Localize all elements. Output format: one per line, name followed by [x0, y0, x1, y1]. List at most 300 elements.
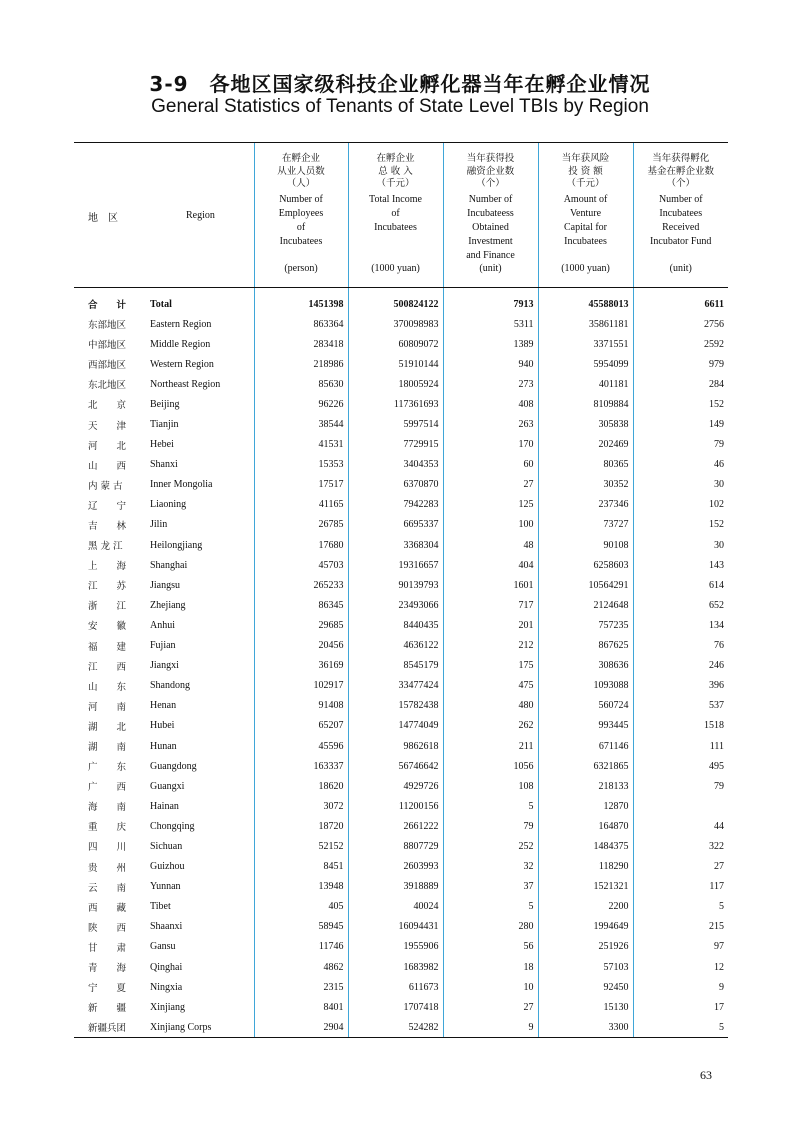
total-income-cell: 370098983: [348, 314, 443, 334]
employees-cell: 86345: [254, 595, 348, 615]
region-name-english: Zhejiang: [150, 599, 186, 611]
total-income-cell: 2661222: [348, 816, 443, 836]
page-title-english: General Statistics of Tenants of State Level TBIs by Region: [151, 96, 649, 117]
region-name-english: Western Region: [150, 358, 214, 370]
region-name-english: Beijing: [150, 398, 180, 410]
total-income-cell: 60809072: [348, 334, 443, 354]
employees-cell: 20456: [254, 636, 348, 656]
venture-capital-cell: 92450: [538, 977, 633, 997]
employees-cell: 2315: [254, 977, 348, 997]
region-name-chinese: 四 川: [88, 842, 127, 854]
region-name-english: Inner Mongolia: [150, 479, 213, 491]
venture-capital-cell: 5954099: [538, 354, 633, 374]
total-income-cell: 500824122: [348, 288, 443, 315]
employees-cell: 3072: [254, 796, 348, 816]
table-row: [74, 877, 728, 897]
employees-cell: 863364: [254, 314, 348, 334]
region-name-english: Anhui: [150, 619, 175, 631]
employees-cell: 96226: [254, 394, 348, 414]
statistics-table-container: [74, 142, 728, 1038]
region-name-chinese: 新疆兵团: [74, 1017, 146, 1038]
region-name-english: Xinjiang Corps: [146, 1017, 254, 1038]
region-name-english: Hunan: [150, 740, 177, 752]
venture-capital-cell: 2124648: [538, 595, 633, 615]
region-name-chinese: 重 庆: [88, 822, 127, 834]
incubator-fund-cell: 111: [633, 736, 728, 756]
investment-count-cell: 108: [443, 776, 538, 796]
table-row: [74, 575, 728, 595]
table-row: [74, 555, 728, 575]
region-name-english: Sichuan: [150, 840, 183, 852]
region-name-chinese: 安 徽: [88, 621, 127, 633]
incubator-fund-cell: 102: [633, 495, 728, 515]
incubator-fund-cell: 79: [633, 776, 728, 796]
venture-capital-cell: 1994649: [538, 917, 633, 937]
venture-capital-cell: 237346: [538, 495, 633, 515]
incubator-fund-cell: 76: [633, 636, 728, 656]
venture-capital-cell: 560724: [538, 696, 633, 716]
investment-count-cell: 252: [443, 836, 538, 856]
header-incubator-fund: [633, 143, 728, 288]
incubator-fund-cell: 17: [633, 997, 728, 1017]
total-income-cell: 8807729: [348, 836, 443, 856]
total-income-cell: 15782438: [348, 696, 443, 716]
investment-count-cell: 201: [443, 615, 538, 635]
investment-count-cell: 262: [443, 716, 538, 736]
employees-cell: 17517: [254, 475, 348, 495]
table-row: [74, 314, 728, 334]
total-income-cell: 90139793: [348, 575, 443, 595]
incubator-fund-cell: 979: [633, 354, 728, 374]
header-en-label: Number of Employees of Incubatees: [278, 194, 324, 247]
venture-capital-cell: 202469: [538, 435, 633, 455]
header-unit: (unit): [669, 263, 692, 274]
region-name-chinese: 海 南: [88, 802, 127, 814]
employees-cell: 163337: [254, 756, 348, 776]
incubator-fund-cell: 322: [633, 836, 728, 856]
header-cn-label: 当年获风险 投 资 额 （千元）: [561, 153, 610, 189]
table-row: [74, 676, 728, 696]
table-row: [74, 595, 728, 615]
total-income-cell: 524282: [348, 1017, 443, 1038]
total-income-cell: 7729915: [348, 435, 443, 455]
venture-capital-cell: 80365: [538, 455, 633, 475]
incubator-fund-cell: 12: [633, 957, 728, 977]
table-row: [74, 535, 728, 555]
header-en-label: Number of Incubateess Obtained Investment and Finance: [466, 194, 515, 261]
table-row: [74, 977, 728, 997]
table-row: [74, 897, 728, 917]
incubator-fund-cell: 46: [633, 455, 728, 475]
total-income-cell: 8440435: [348, 615, 443, 635]
region-name-chinese: 东部地区: [88, 320, 127, 332]
region-name-english: Middle Region: [150, 338, 211, 350]
region-name-english: Hainan: [150, 800, 179, 812]
employees-cell: 8401: [254, 997, 348, 1017]
venture-capital-cell: 1521321: [538, 877, 633, 897]
table-row: [74, 354, 728, 374]
incubator-fund-cell: 396: [633, 676, 728, 696]
employees-cell: 26785: [254, 515, 348, 535]
table-row: [74, 957, 728, 977]
total-income-cell: 40024: [348, 897, 443, 917]
venture-capital-cell: 35861181: [538, 314, 633, 334]
region-name-english: Jiangsu: [150, 579, 180, 591]
incubator-fund-cell: 246: [633, 656, 728, 676]
region-name-chinese: 广 西: [88, 782, 127, 794]
incubator-fund-cell: 2756: [633, 314, 728, 334]
region-name-english: Tibet: [150, 901, 171, 913]
venture-capital-cell: 73727: [538, 515, 633, 535]
total-income-cell: 56746642: [348, 756, 443, 776]
region-name-chinese: 天 津: [88, 420, 127, 432]
table-row: [74, 394, 728, 414]
investment-count-cell: 32: [443, 857, 538, 877]
region-name-chinese: 湖 南: [88, 742, 127, 754]
total-income-cell: 8545179: [348, 656, 443, 676]
incubator-fund-cell: 652: [633, 595, 728, 615]
venture-capital-cell: 1093088: [538, 676, 633, 696]
table-row: [74, 857, 728, 877]
incubator-fund-cell: [633, 796, 728, 816]
investment-count-cell: 1056: [443, 756, 538, 776]
investment-count-cell: 475: [443, 676, 538, 696]
investment-count-cell: 5: [443, 796, 538, 816]
total-income-cell: 51910144: [348, 354, 443, 374]
table-row: [74, 515, 728, 535]
employees-cell: 283418: [254, 334, 348, 354]
investment-count-cell: 125: [443, 495, 538, 515]
venture-capital-cell: 671146: [538, 736, 633, 756]
table-row: [74, 937, 728, 957]
region-name-english: Heilongjiang: [150, 539, 203, 551]
region-name-chinese: 江 西: [88, 661, 127, 673]
header-cn-label: 当年获得孵化 基金在孵企业数 （个）: [647, 153, 714, 189]
investment-count-cell: 480: [443, 696, 538, 716]
region-name-english: Ningxia: [150, 981, 183, 993]
incubator-fund-cell: 215: [633, 917, 728, 937]
total-income-cell: 11200156: [348, 796, 443, 816]
table-row: [74, 736, 728, 756]
total-income-cell: 23493066: [348, 595, 443, 615]
incubator-fund-cell: 79: [633, 435, 728, 455]
region-name-chinese: 上 海: [88, 561, 127, 573]
employees-cell: 18720: [254, 816, 348, 836]
investment-count-cell: 175: [443, 656, 538, 676]
venture-capital-cell: 867625: [538, 636, 633, 656]
table-row: [74, 997, 728, 1017]
region-name-english: Chongqing: [150, 820, 195, 832]
investment-count-cell: 27: [443, 997, 538, 1017]
venture-capital-cell: 12870: [538, 796, 633, 816]
employees-cell: 65207: [254, 716, 348, 736]
venture-capital-cell: 8109884: [538, 394, 633, 414]
employees-cell: 52152: [254, 836, 348, 856]
employees-cell: 17680: [254, 535, 348, 555]
employees-cell: 45596: [254, 736, 348, 756]
venture-capital-cell: 308636: [538, 656, 633, 676]
region-name-english: Hubei: [150, 720, 175, 732]
investment-count-cell: 940: [443, 354, 538, 374]
incubator-fund-cell: 27: [633, 857, 728, 877]
header-en-label: Number of Incubatees Received Incubator Fund: [650, 194, 712, 247]
total-income-cell: 3368304: [348, 535, 443, 555]
total-income-cell: 14774049: [348, 716, 443, 736]
incubator-fund-cell: 284: [633, 374, 728, 394]
region-name-english: Gansu: [150, 941, 176, 953]
region-name-chinese: 黑 龙 江: [88, 541, 123, 553]
header-unit: (unit): [479, 263, 502, 274]
venture-capital-cell: 6258603: [538, 555, 633, 575]
region-name-chinese: 福 建: [88, 641, 127, 653]
total-income-cell: 2603993: [348, 857, 443, 877]
table-row: [74, 656, 728, 676]
employees-cell: 13948: [254, 877, 348, 897]
total-income-cell: 1683982: [348, 957, 443, 977]
region-name-chinese: 西 藏: [88, 902, 127, 914]
investment-count-cell: 212: [443, 636, 538, 656]
header-region-cell: [74, 143, 254, 288]
table-row: [74, 756, 728, 776]
region-name-english: Guangdong: [150, 760, 197, 772]
header-cn-label: 在孵企业 总 收 入 （千元）: [376, 153, 415, 189]
region-name-chinese: 吉 林: [88, 520, 127, 532]
region-name-english: Shanghai: [150, 559, 188, 571]
employees-cell: 102917: [254, 676, 348, 696]
page-number: 63: [700, 1068, 712, 1082]
table-row: [74, 414, 728, 434]
region-name-english: Hebei: [150, 439, 174, 451]
table-row: [74, 455, 728, 475]
region-name-english: Eastern Region: [150, 318, 212, 330]
region-name-english: Xinjiang: [150, 1001, 185, 1013]
region-name-english: Shanxi: [150, 459, 178, 471]
header-en-label: Total Income of Incubatees: [369, 194, 422, 233]
incubator-fund-cell: 149: [633, 414, 728, 434]
region-name-chinese: 贵 州: [88, 862, 127, 874]
region-name-english: Yunnan: [150, 881, 181, 893]
total-income-cell: 1955906: [348, 937, 443, 957]
venture-capital-cell: 164870: [538, 816, 633, 836]
venture-capital-cell: 3371551: [538, 334, 633, 354]
table-row: [74, 696, 728, 716]
total-income-cell: 33477424: [348, 676, 443, 696]
incubator-fund-cell: 614: [633, 575, 728, 595]
total-income-cell: 6695337: [348, 515, 443, 535]
total-income-cell: 7942283: [348, 495, 443, 515]
investment-count-cell: 60: [443, 455, 538, 475]
venture-capital-cell: 57103: [538, 957, 633, 977]
table-row: [74, 334, 728, 354]
total-income-cell: 4636122: [348, 636, 443, 656]
employees-cell: 8451: [254, 857, 348, 877]
statistics-table: [74, 142, 728, 1038]
total-income-cell: 611673: [348, 977, 443, 997]
investment-count-cell: 9: [443, 1017, 538, 1038]
region-name-english: Guizhou: [150, 861, 185, 873]
employees-cell: 15353: [254, 455, 348, 475]
venture-capital-cell: 218133: [538, 776, 633, 796]
incubator-fund-cell: 30: [633, 475, 728, 495]
region-name-chinese: 辽 宁: [88, 500, 127, 512]
table-row: [74, 435, 728, 455]
investment-count-cell: 18: [443, 957, 538, 977]
table-header-row: [74, 143, 728, 288]
employees-cell: 18620: [254, 776, 348, 796]
venture-capital-cell: 30352: [538, 475, 633, 495]
header-cn-label: 当年获得投 融资企业数 （个）: [466, 153, 515, 189]
region-name-english: Shaanxi: [150, 921, 183, 933]
employees-cell: 41165: [254, 495, 348, 515]
total-income-cell: 6370870: [348, 475, 443, 495]
venture-capital-cell: 10564291: [538, 575, 633, 595]
region-name-chinese: 湖 北: [88, 721, 127, 733]
investment-count-cell: 100: [443, 515, 538, 535]
region-name-chinese: 新 疆: [88, 1003, 127, 1015]
employees-cell: 38544: [254, 414, 348, 434]
region-name-chinese: 江 苏: [88, 581, 127, 593]
incubator-fund-cell: 97: [633, 937, 728, 957]
investment-count-cell: 408: [443, 394, 538, 414]
table-row: [74, 836, 728, 856]
header-unit: (1000 yuan): [371, 263, 420, 274]
venture-capital-cell: 305838: [538, 414, 633, 434]
header-investment-count: [443, 143, 538, 288]
table-row: [74, 917, 728, 937]
incubator-fund-cell: 152: [633, 394, 728, 414]
employees-cell: 36169: [254, 656, 348, 676]
employees-cell: 41531: [254, 435, 348, 455]
employees-cell: 45703: [254, 555, 348, 575]
investment-count-cell: 27: [443, 475, 538, 495]
venture-capital-cell: 15130: [538, 997, 633, 1017]
employees-cell: 4862: [254, 957, 348, 977]
incubator-fund-cell: 143: [633, 555, 728, 575]
investment-count-cell: 273: [443, 374, 538, 394]
region-name-english: Liaoning: [150, 499, 187, 511]
venture-capital-cell: 6321865: [538, 756, 633, 776]
investment-count-cell: 170: [443, 435, 538, 455]
total-income-cell: 16094431: [348, 917, 443, 937]
region-name-english: Jiangxi: [150, 660, 179, 672]
investment-count-cell: 37: [443, 877, 538, 897]
region-name-chinese: 山 东: [88, 681, 127, 693]
region-name-chinese: 浙 江: [88, 601, 127, 613]
region-name-english: Fujian: [150, 640, 176, 652]
region-name-chinese: 青 海: [88, 963, 127, 975]
total-income-cell: 9862618: [348, 736, 443, 756]
page-title-chinese: 3-9 各地区国家级科技企业孵化器当年在孵企业情况: [149, 72, 651, 96]
employees-cell: 91408: [254, 696, 348, 716]
investment-count-cell: 48: [443, 535, 538, 555]
region-name-english: Total: [150, 298, 172, 310]
region-name-chinese: 东北地区: [88, 380, 127, 392]
incubator-fund-cell: 537: [633, 696, 728, 716]
total-income-cell: 18005924: [348, 374, 443, 394]
region-name-chinese: 宁 夏: [88, 983, 127, 995]
header-unit: (1000 yuan): [561, 263, 610, 274]
region-name-english: Tianjin: [150, 419, 179, 431]
region-name-chinese: 合 计: [88, 300, 127, 311]
venture-capital-cell: 45588013: [538, 288, 633, 315]
table-row: [74, 374, 728, 394]
investment-count-cell: 404: [443, 555, 538, 575]
incubator-fund-cell: 152: [633, 515, 728, 535]
region-name-chinese: 北 京: [88, 400, 127, 412]
table-row: [74, 615, 728, 635]
incubator-fund-cell: 1518: [633, 716, 728, 736]
investment-count-cell: 280: [443, 917, 538, 937]
venture-capital-cell: 2200: [538, 897, 633, 917]
total-income-cell: 5997514: [348, 414, 443, 434]
investment-count-cell: 5: [443, 897, 538, 917]
region-name-chinese: 河 北: [88, 440, 127, 452]
venture-capital-cell: 251926: [538, 937, 633, 957]
incubator-fund-cell: 495: [633, 756, 728, 776]
region-name-english: Northeast Region: [150, 378, 221, 390]
table-row: [74, 776, 728, 796]
incubator-fund-cell: 2592: [633, 334, 728, 354]
employees-cell: 29685: [254, 615, 348, 635]
region-name-chinese: 内 蒙 古: [88, 480, 123, 492]
header-unit: (person): [284, 263, 318, 274]
header-venture-capital: [538, 143, 633, 288]
table-row: [74, 636, 728, 656]
table-row: [74, 475, 728, 495]
header-region-chinese: 地区: [88, 213, 128, 224]
region-name-chinese: 云 南: [88, 882, 127, 894]
investment-count-cell: 1601: [443, 575, 538, 595]
table-row: [74, 796, 728, 816]
incubator-fund-cell: 9: [633, 977, 728, 997]
investment-count-cell: 211: [443, 736, 538, 756]
region-name-chinese: 山 西: [88, 460, 127, 472]
employees-cell: 1451398: [254, 288, 348, 315]
region-name-chinese: 中部地区: [88, 340, 127, 352]
investment-count-cell: 263: [443, 414, 538, 434]
incubator-fund-cell: 117: [633, 877, 728, 897]
total-income-cell: 117361693: [348, 394, 443, 414]
region-name-chinese: 甘 肃: [88, 942, 127, 954]
table-body: [74, 288, 728, 1038]
investment-count-cell: 5311: [443, 314, 538, 334]
table-row: [74, 816, 728, 836]
investment-count-cell: 10: [443, 977, 538, 997]
investment-count-cell: 1389: [443, 334, 538, 354]
header-employees: [254, 143, 348, 288]
venture-capital-cell: 401181: [538, 374, 633, 394]
total-income-cell: 4929726: [348, 776, 443, 796]
incubator-fund-cell: 44: [633, 816, 728, 836]
table-row: [74, 495, 728, 515]
region-name-english: Qinghai: [150, 961, 183, 973]
employees-cell: 58945: [254, 917, 348, 937]
header-region-english: Region: [186, 210, 215, 221]
region-name-english: Guangxi: [150, 780, 185, 792]
investment-count-cell: 7913: [443, 288, 538, 315]
region-name-chinese: 广 东: [88, 762, 127, 774]
header-en-label: Amount of Venture Capital for Incubatees: [563, 194, 608, 247]
header-total-income: [348, 143, 443, 288]
region-name-english: Shandong: [150, 680, 190, 692]
employees-cell: 218986: [254, 354, 348, 374]
employees-cell: 265233: [254, 575, 348, 595]
region-name-english: Jilin: [150, 519, 168, 531]
employees-cell: 85630: [254, 374, 348, 394]
venture-capital-cell: 90108: [538, 535, 633, 555]
incubator-fund-cell: 6611: [633, 288, 728, 315]
table-row: [74, 1017, 728, 1038]
